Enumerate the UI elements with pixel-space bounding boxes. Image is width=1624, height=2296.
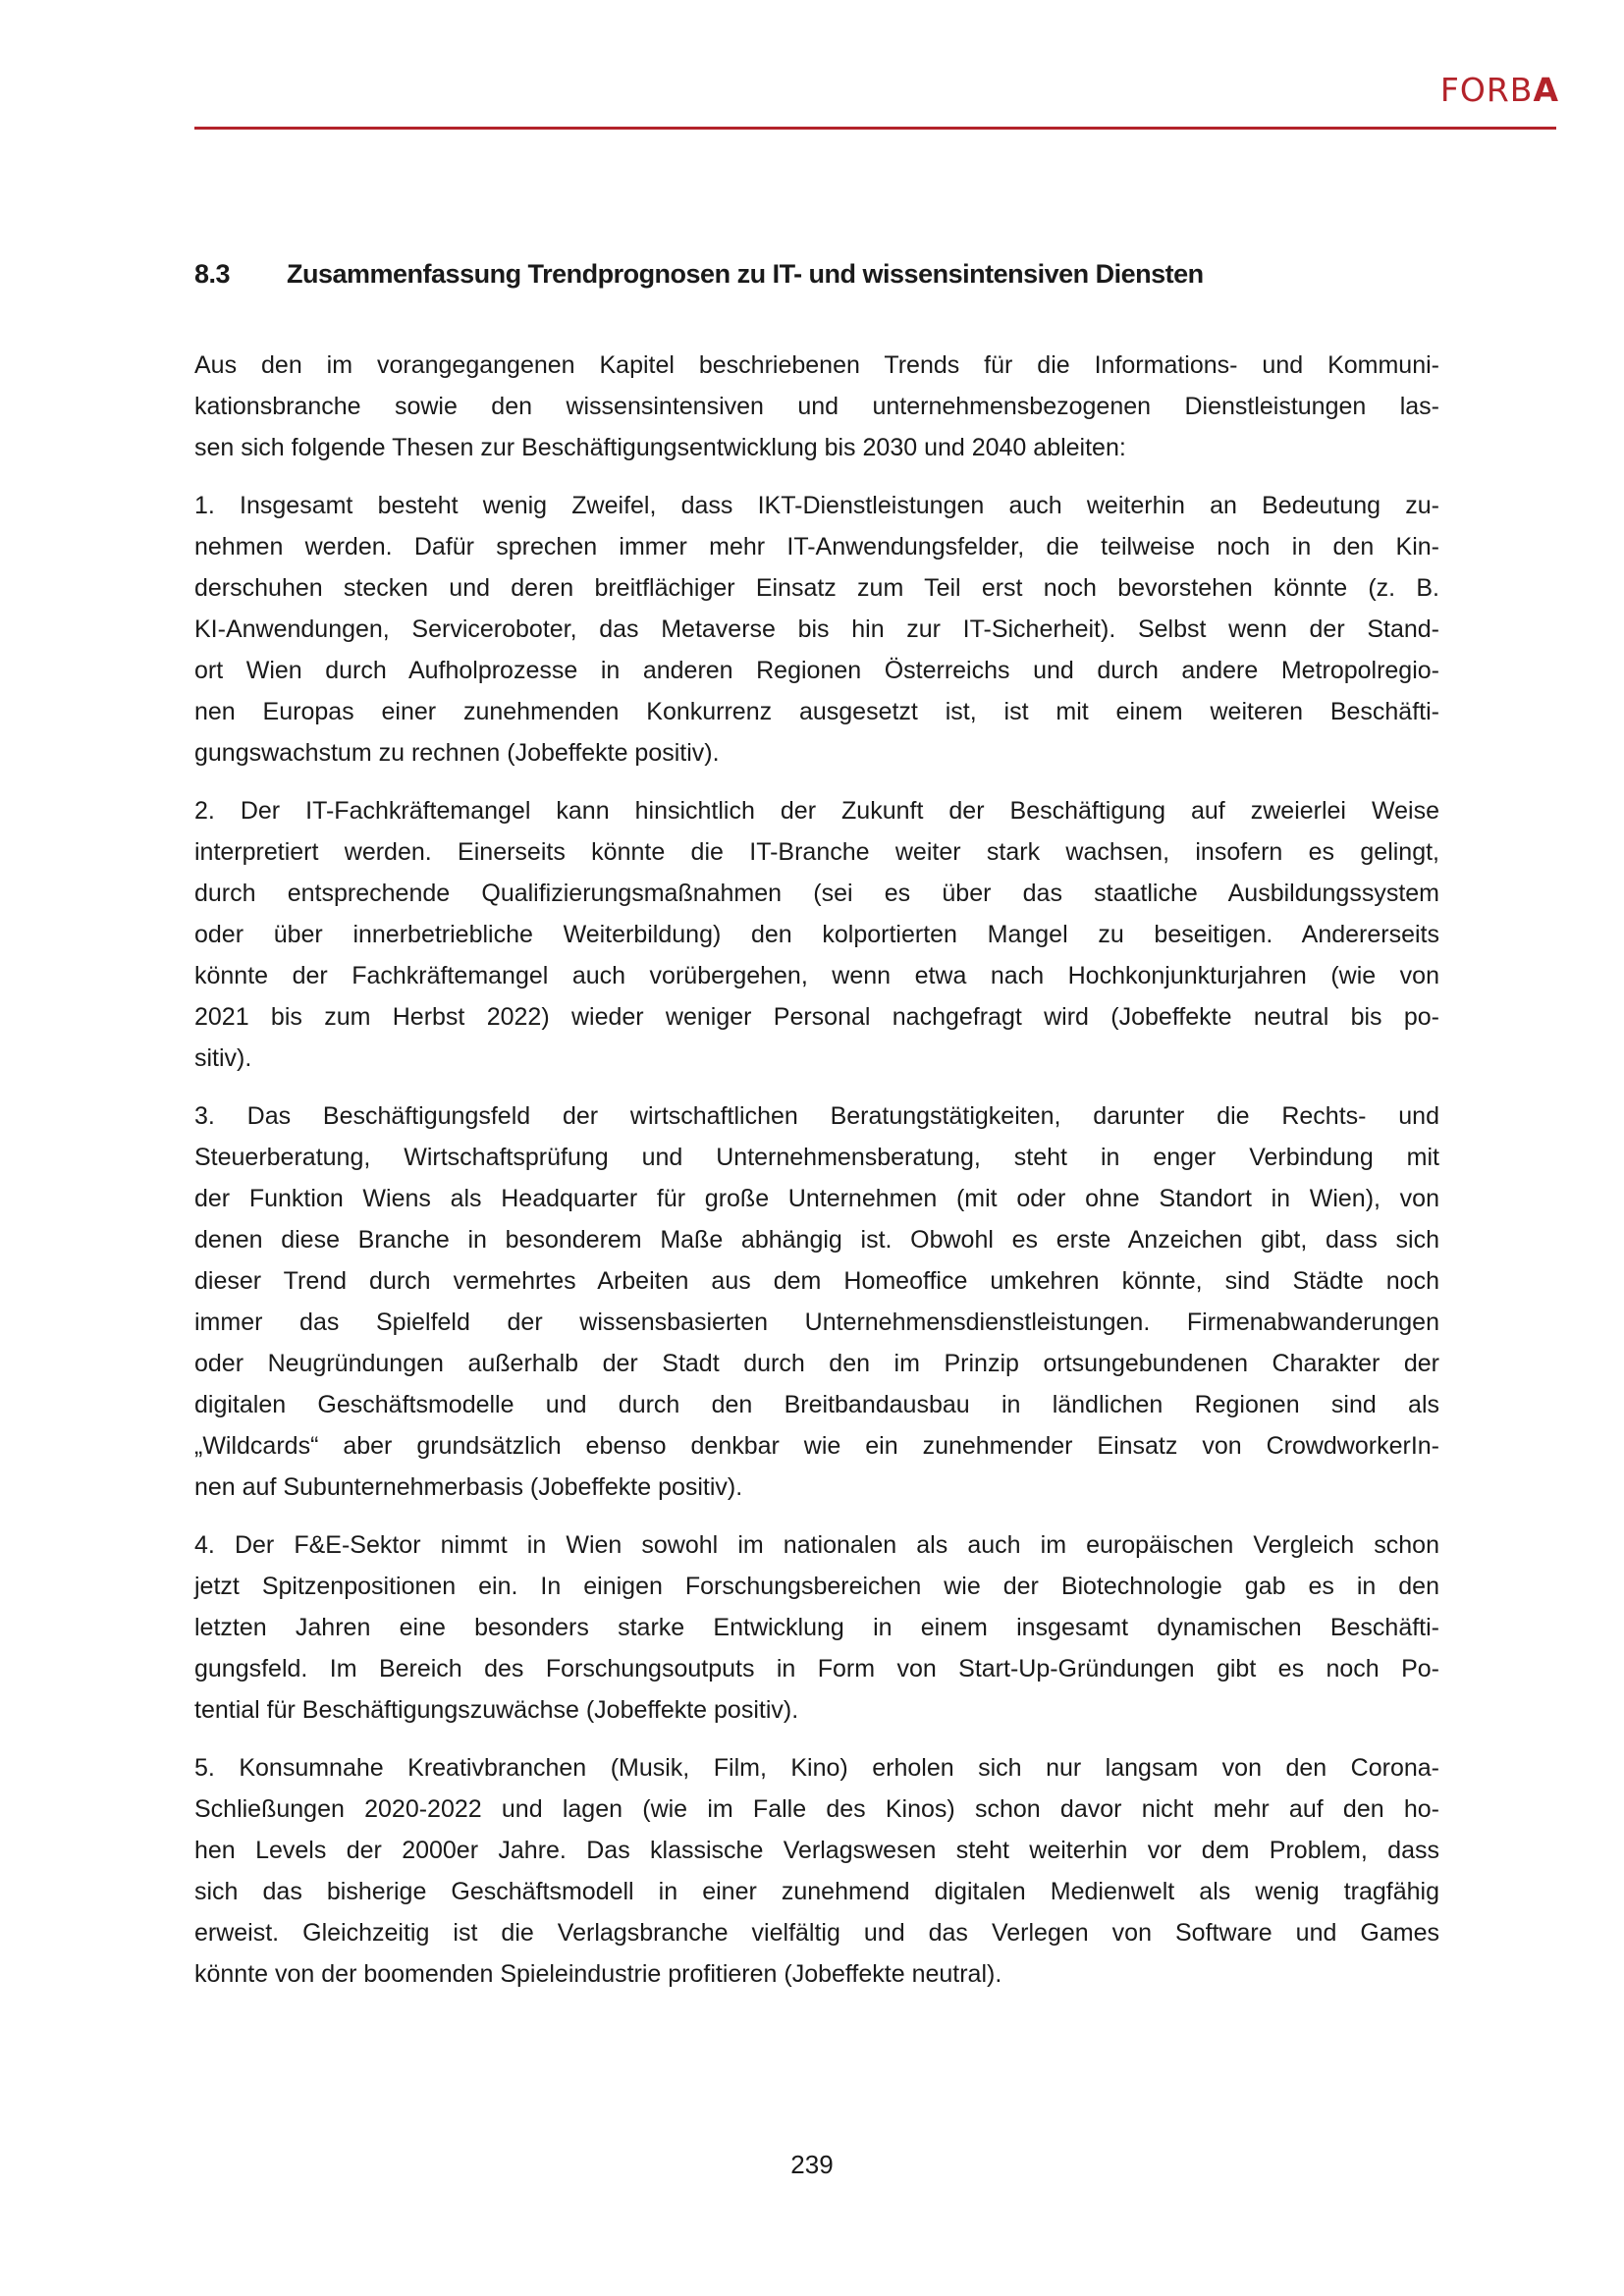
text-line: 4. Der F&E-Sektor nimmt in Wien sowohl im nationalen als auch im europäischen Vergleich schon: [194, 1531, 1439, 1559]
paragraph: [194, 1095, 1439, 1508]
text-line: 2021 bis zum Herbst 2022) wieder weniger Personal nachgefragt wird (Jobeffekte neutral bis po-: [194, 1003, 1439, 1031]
text-line: denen diese Branche in besonderem Maße abhängig ist. Obwohl es erste Anzeichen gibt, dass sich: [194, 1226, 1439, 1254]
text-line: 1. Insgesamt besteht wenig Zweifel, dass IKT-Dienstleistungen auch weiterhin an Bedeutung zu-: [194, 492, 1439, 519]
logo-accent: A: [1533, 71, 1559, 109]
header-rule: [194, 127, 1556, 130]
text-line: Steuerberatung, Wirtschaftsprüfung und Unternehmensberatung, steht in enger Verbindung mit: [194, 1144, 1439, 1171]
text-line: Schließungen 2020-2022 und lagen (wie im Falle des Kinos) schon davor nicht mehr auf den ho-: [194, 1795, 1439, 1823]
text-line: könnte der Fachkräftemangel auch vorübergehen, wenn etwa nach Hochkonjunkturjahren (wie von: [194, 962, 1439, 989]
page-number: 239: [790, 2150, 834, 2179]
text-line: durch entsprechende Qualifizierungsmaßnahmen (sei es über das staatliche Ausbildungssystem: [194, 880, 1439, 907]
text-line: letzten Jahren eine besonders starke Entwicklung in einem insgesamt dynamischen Beschäfti-: [194, 1614, 1439, 1641]
text-line: erweist. Gleichzeitig ist die Verlagsbranche vielfältig und das Verlegen von Software und Games: [194, 1919, 1439, 1947]
text-line: immer das Spielfeld der wissensbasierten Unternehmensdienstleistungen. Firmenabwanderungen: [194, 1308, 1439, 1336]
paragraph: [194, 1747, 1439, 1995]
text-line: KI-Anwendungen, Serviceroboter, das Metaverse bis hin zur IT-Sicherheit). Selbst wenn der Stand-: [194, 615, 1439, 643]
text-line: dieser Trend durch vermehrtes Arbeiten aus dem Homeoffice umkehren könnte, sind Städte noch: [194, 1267, 1439, 1295]
text-line: nen auf Subunternehmerbasis (Jobeffekte positiv).: [194, 1473, 743, 1501]
paragraph: [194, 1524, 1439, 1731]
text-line: hen Levels der 2000er Jahre. Das klassische Verlagswesen steht weiterhin vor dem Problem, dass: [194, 1837, 1439, 1864]
text-line: sich das bisherige Geschäftsmodell in einer zunehmend digitalen Medienwelt als wenig tragfähig: [194, 1878, 1439, 1905]
section-heading: [194, 259, 1204, 290]
text-line: könnte von der boomenden Spieleindustrie profitieren (Jobeffekte neutral).: [194, 1960, 1002, 1988]
forba-logo: [1440, 71, 1559, 109]
section-title: Zusammenfassung Trendprognosen zu IT- und wissensintensiven Diensten: [287, 259, 1204, 289]
text-line: gungswachstum zu rechnen (Jobeffekte positiv).: [194, 739, 720, 767]
text-line: interpretiert werden. Einerseits könnte die IT-Branche weiter stark wachsen, insofern es gelingt,: [194, 838, 1439, 866]
section-number: 8.3: [194, 259, 231, 289]
text-line: jetzt Spitzenpositionen ein. In einigen Forschungsbereichen wie der Biotechnologie gab es in den: [194, 1573, 1439, 1600]
text-line: tential für Beschäftigungszuwächse (Jobeffekte positiv).: [194, 1696, 799, 1724]
paragraph: [194, 790, 1439, 1079]
text-line: kationsbranche sowie den wissensintensiven und unternehmensbezogenen Dienstleistungen las-: [194, 393, 1439, 420]
text-line: 3. Das Beschäftigungsfeld der wirtschaftlichen Beratungstätigkeiten, darunter die Rechts- und: [194, 1102, 1439, 1130]
text-line: digitalen Geschäftsmodelle und durch den Breitbandausbau in ländlichen Regionen sind als: [194, 1391, 1439, 1418]
text-line: sitiv).: [194, 1044, 252, 1072]
text-line: nehmen werden. Dafür sprechen immer mehr IT-Anwendungsfelder, die teilweise noch in den Kin-: [194, 533, 1439, 561]
text-line: oder Neugründungen außerhalb der Stadt durch den im Prinzip ortsungebundenen Charakter der: [194, 1350, 1439, 1377]
text-line: sen sich folgende Thesen zur Beschäftigungsentwicklung bis 2030 und 2040 ableiten:: [194, 434, 1126, 461]
paragraph: [194, 485, 1439, 774]
paragraph: [194, 345, 1439, 468]
text-line: „Wildcards“ aber grundsätzlich ebenso denkbar wie ein zunehmender Einsatz von CrowdworkerIn-: [194, 1432, 1439, 1460]
text-line: 5. Konsumnahe Kreativbranchen (Musik, Film, Kino) erholen sich nur langsam von den Corona-: [194, 1754, 1439, 1782]
text-line: gungsfeld. Im Bereich des Forschungsoutputs in Form von Start-Up-Gründungen gibt es noch Po-: [194, 1655, 1439, 1682]
text-line: 2. Der IT-Fachkräftemangel kann hinsichtlich der Zukunft der Beschäftigung auf zweierlei Weise: [194, 797, 1439, 825]
text-line: derschuhen stecken und deren breitflächiger Einsatz zum Teil erst noch bevorstehen könnte (z. B.: [194, 574, 1439, 602]
text-line: oder über innerbetriebliche Weiterbildung) den kolportierten Mangel zu beseitigen. Andererseits: [194, 921, 1439, 948]
text-line: Aus den im vorangegangenen Kapitel beschriebenen Trends für die Informations- und Kommuni-: [194, 351, 1439, 379]
logo-text: FORB: [1439, 71, 1534, 109]
text-line: ort Wien durch Aufholprozesse in anderen Regionen Österreichs und durch andere Metropolregio-: [194, 657, 1439, 684]
body-text: [194, 345, 1439, 2011]
text-line: nen Europas einer zunehmenden Konkurrenz ausgesetzt ist, ist mit einem weiteren Beschäfti-: [194, 698, 1439, 725]
text-line: der Funktion Wiens als Headquarter für große Unternehmen (mit oder ohne Standort in Wien), von: [194, 1185, 1439, 1212]
